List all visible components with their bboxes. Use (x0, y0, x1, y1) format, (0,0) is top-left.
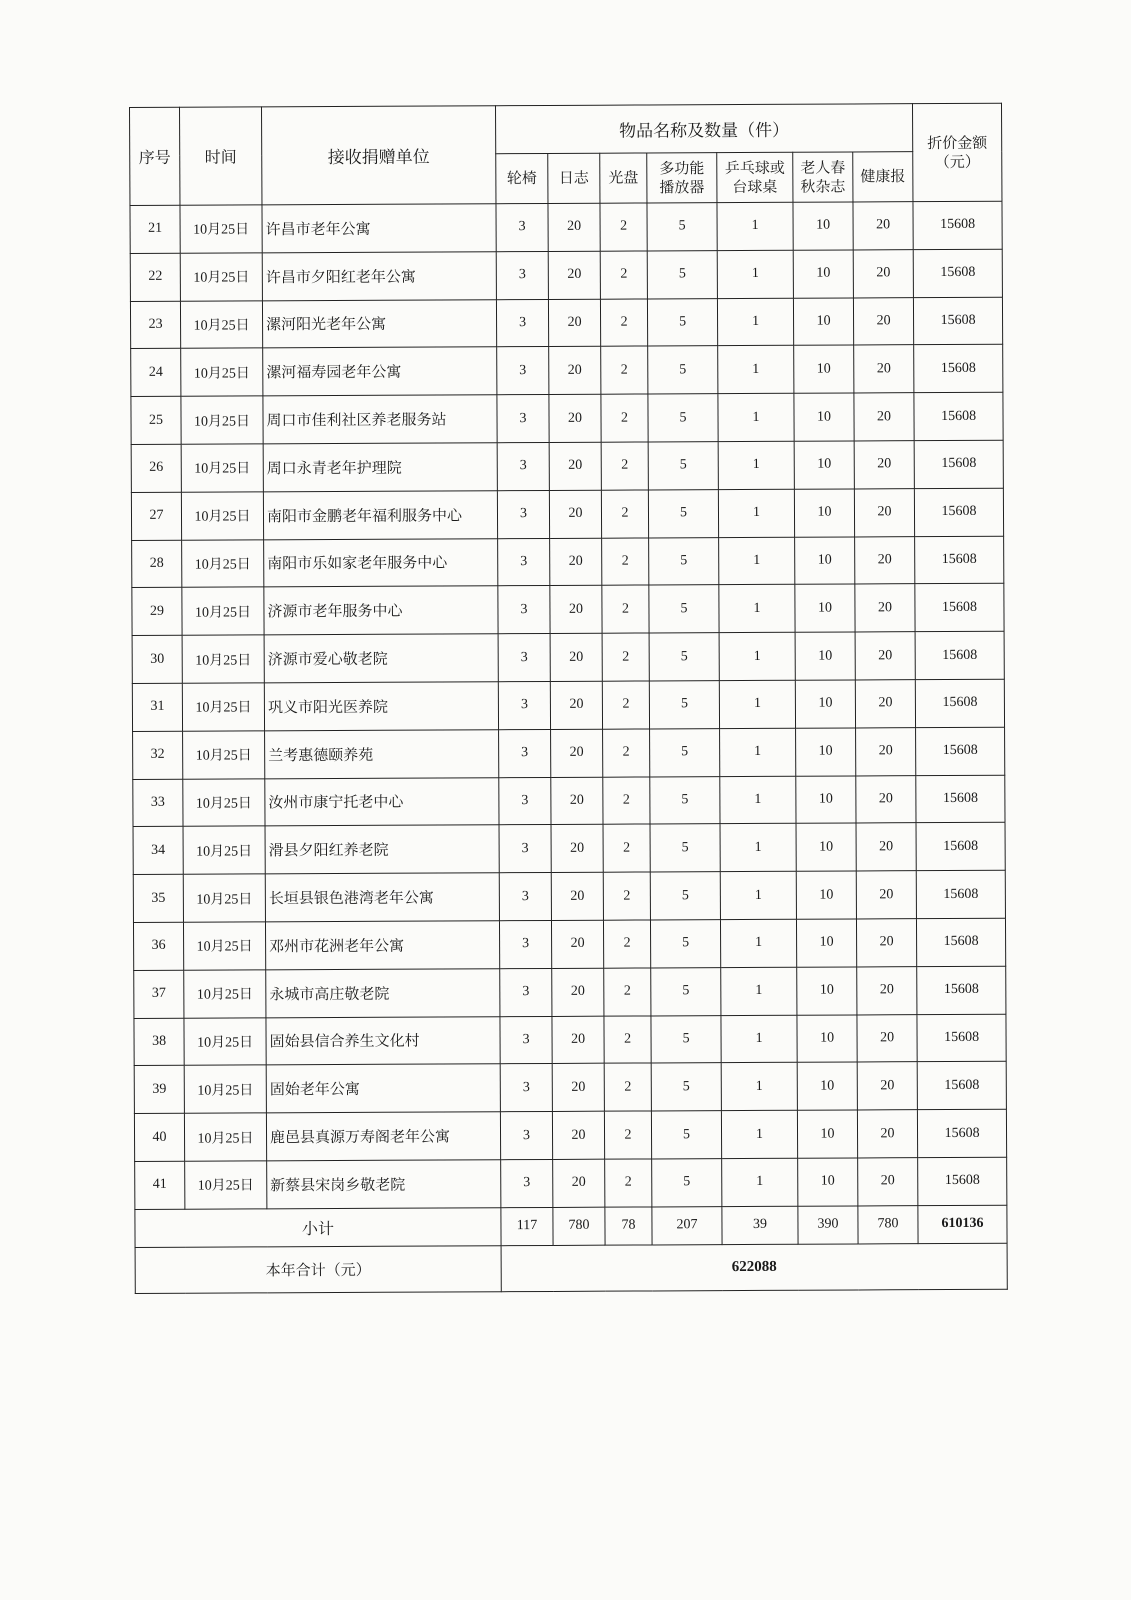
row-date: 10月25日 (181, 492, 263, 540)
row-diary: 20 (548, 299, 600, 347)
row-wheelchair: 3 (500, 1112, 552, 1160)
row-magazine: 10 (793, 250, 853, 298)
row-diary: 20 (550, 633, 602, 681)
row-diary: 20 (549, 442, 601, 490)
row-diary: 20 (549, 394, 601, 442)
row-magazine: 10 (797, 967, 857, 1015)
row-unit: 南阳市金鹏老年福利服务中心 (263, 490, 497, 539)
row-diary: 20 (551, 920, 603, 968)
row-index: 36 (133, 922, 183, 970)
row-wheelchair: 3 (500, 968, 552, 1016)
row-newspaper: 20 (857, 1014, 917, 1062)
row-table: 1 (717, 202, 793, 250)
row-newspaper: 20 (853, 297, 913, 345)
row-newspaper: 20 (856, 727, 916, 775)
row-index: 23 (130, 301, 180, 349)
header-newspaper: 健康报 (853, 152, 913, 202)
subtotal-label: 小计 (135, 1207, 501, 1247)
table-row (132, 584, 1004, 636)
row-newspaper: 20 (856, 823, 916, 871)
row-date: 10月25日 (180, 205, 262, 253)
row-newspaper: 20 (856, 919, 916, 967)
row-date: 10月25日 (183, 778, 265, 826)
row-value: 15608 (914, 392, 1003, 440)
row-player: 5 (650, 824, 720, 872)
row-wheelchair: 3 (498, 586, 550, 634)
row-table: 1 (719, 632, 795, 680)
header-magazine: 老人春秋杂志 (793, 152, 853, 202)
row-magazine: 10 (795, 680, 855, 728)
row-wheelchair: 3 (499, 729, 551, 777)
header-value: 折价金额（元） (913, 103, 1002, 201)
row-disc: 2 (601, 394, 648, 442)
row-wheelchair: 3 (497, 442, 549, 490)
row-date: 10月25日 (181, 348, 263, 396)
row-diary: 20 (550, 586, 602, 634)
row-index: 27 (131, 492, 181, 540)
row-index: 26 (131, 444, 181, 492)
row-diary: 20 (552, 1064, 604, 1112)
row-newspaper: 20 (855, 680, 915, 728)
row-table: 1 (720, 871, 796, 919)
row-player: 5 (649, 633, 719, 681)
subtotal-disc: 78 (605, 1207, 652, 1245)
row-magazine: 10 (794, 393, 854, 441)
row-diary: 20 (548, 251, 600, 299)
table-row (131, 440, 1003, 492)
row-date: 10月25日 (183, 731, 265, 779)
row-table: 1 (719, 680, 795, 728)
subtotal-row (135, 1205, 1007, 1247)
row-unit: 滑县夕阳红养老院 (265, 825, 499, 874)
row-disc: 2 (602, 585, 649, 633)
row-player: 5 (648, 346, 718, 394)
row-newspaper: 20 (853, 202, 913, 250)
row-wheelchair: 3 (501, 1159, 553, 1207)
row-index: 25 (131, 396, 181, 444)
row-wheelchair: 3 (499, 825, 551, 873)
row-disc: 2 (603, 729, 650, 777)
row-table: 1 (718, 441, 794, 489)
row-wheelchair: 3 (496, 299, 548, 347)
table-header (130, 103, 1003, 205)
row-index: 29 (132, 588, 182, 636)
row-table: 1 (719, 585, 795, 633)
row-magazine: 10 (797, 1015, 857, 1063)
row-magazine: 10 (796, 871, 856, 919)
table-row (135, 1157, 1007, 1209)
row-table: 1 (718, 393, 794, 441)
row-diary: 20 (549, 347, 601, 395)
row-player: 5 (648, 394, 718, 442)
row-value: 15608 (913, 201, 1002, 249)
row-newspaper: 20 (855, 632, 915, 680)
row-table: 1 (720, 728, 796, 776)
row-newspaper: 20 (854, 488, 914, 536)
row-diary: 20 (548, 203, 600, 251)
row-table: 1 (719, 537, 795, 585)
row-disc: 2 (602, 681, 649, 729)
row-newspaper: 20 (856, 775, 916, 823)
row-unit: 南阳市乐如家老年服务中心 (264, 538, 498, 587)
row-value: 15608 (913, 249, 1002, 297)
row-wheelchair: 3 (499, 873, 551, 921)
row-player: 5 (651, 1111, 721, 1159)
table-row (134, 1014, 1006, 1066)
row-unit: 固始县信合养生文化村 (266, 1016, 500, 1065)
row-magazine: 10 (794, 441, 854, 489)
row-player: 5 (649, 585, 719, 633)
row-index: 32 (133, 731, 183, 779)
row-index: 30 (132, 635, 182, 683)
row-magazine: 10 (797, 1110, 857, 1158)
row-value: 15608 (917, 966, 1006, 1014)
row-date: 10月25日 (183, 826, 265, 874)
row-disc: 2 (603, 872, 650, 920)
row-unit: 周口永青老年护理院 (263, 443, 497, 492)
row-index: 40 (134, 1113, 184, 1161)
table-row (131, 488, 1003, 540)
table-row (130, 297, 1002, 349)
row-newspaper: 20 (854, 345, 914, 393)
row-player: 5 (650, 728, 720, 776)
row-date: 10月25日 (182, 587, 264, 635)
header-index: 序号 (130, 107, 180, 205)
row-player: 5 (649, 681, 719, 729)
row-unit: 许昌市老年公寓 (262, 204, 496, 253)
row-date: 10月25日 (182, 635, 264, 683)
row-table: 1 (722, 1158, 798, 1206)
row-magazine: 10 (794, 345, 854, 393)
row-magazine: 10 (794, 489, 854, 537)
row-magazine: 10 (796, 823, 856, 871)
subtotal-newspaper: 780 (858, 1205, 918, 1243)
row-player: 5 (651, 1015, 721, 1063)
table-row (130, 249, 1002, 301)
row-unit: 长垣县银色港湾老年公寓 (265, 873, 499, 922)
row-player: 5 (651, 967, 721, 1015)
donation-table (129, 103, 1008, 1294)
row-player: 5 (649, 537, 719, 585)
row-player: 5 (648, 489, 718, 537)
header-disc: 光盘 (600, 153, 647, 203)
row-diary: 20 (551, 729, 603, 777)
row-value: 15608 (916, 823, 1005, 871)
row-player: 5 (647, 250, 717, 298)
row-unit: 巩义市阳光医养院 (264, 682, 498, 731)
row-disc: 2 (603, 777, 650, 825)
row-index: 37 (134, 970, 184, 1018)
row-wheelchair: 3 (496, 203, 548, 251)
row-diary: 20 (552, 1111, 604, 1159)
row-wheelchair: 3 (497, 347, 549, 395)
row-table: 1 (718, 346, 794, 394)
table-row (132, 679, 1004, 731)
row-unit: 周口市佳利社区养老服务站 (263, 395, 497, 444)
row-unit: 汝州市康宁托老中心 (265, 777, 499, 826)
row-wheelchair: 3 (500, 1016, 552, 1064)
row-value: 15608 (913, 297, 1002, 345)
row-date: 10月25日 (183, 922, 265, 970)
row-index: 28 (132, 540, 182, 588)
subtotal-value: 610136 (918, 1205, 1007, 1243)
row-diary: 20 (550, 538, 602, 586)
row-table: 1 (720, 919, 796, 967)
row-table: 1 (721, 1063, 797, 1111)
row-magazine: 10 (796, 776, 856, 824)
header-unit: 接收捐赠单位 (262, 106, 496, 205)
table-row (133, 918, 1005, 970)
table-row (132, 631, 1004, 683)
row-date: 10月25日 (181, 396, 263, 444)
row-date: 10月25日 (184, 970, 266, 1018)
row-newspaper: 20 (857, 966, 917, 1014)
row-disc: 2 (604, 1063, 651, 1111)
table-row (134, 1062, 1006, 1114)
header-table: 乒乓球或台球桌 (717, 152, 793, 202)
row-diary: 20 (552, 1016, 604, 1064)
row-date: 10月25日 (183, 874, 265, 922)
row-value: 15608 (915, 584, 1004, 632)
row-table: 1 (721, 1110, 797, 1158)
row-index: 21 (130, 205, 180, 253)
subtotal-player: 207 (652, 1206, 722, 1244)
row-unit: 济源市老年服务中心 (264, 586, 498, 635)
row-unit: 济源市爱心敬老院 (264, 634, 498, 683)
row-disc: 2 (602, 633, 649, 681)
row-newspaper: 20 (855, 584, 915, 632)
row-value: 15608 (917, 918, 1006, 966)
row-disc: 2 (602, 538, 649, 586)
row-table: 1 (720, 824, 796, 872)
row-value: 15608 (916, 775, 1005, 823)
row-newspaper: 20 (857, 1062, 917, 1110)
row-unit: 兰考惠德颐养苑 (265, 729, 499, 778)
row-unit: 固始老年公寓 (266, 1064, 500, 1113)
row-wheelchair: 3 (497, 490, 549, 538)
row-value: 15608 (916, 727, 1005, 775)
row-date: 10月25日 (184, 1017, 266, 1065)
table-row (130, 201, 1002, 253)
row-table: 1 (718, 489, 794, 537)
row-value: 15608 (918, 1157, 1007, 1205)
row-disc: 2 (605, 1159, 652, 1207)
table-body (130, 201, 1007, 1209)
row-table: 1 (717, 298, 793, 346)
subtotal-wheelchair: 117 (501, 1207, 553, 1245)
row-newspaper: 20 (858, 1158, 918, 1206)
header-items-group: 物品名称及数量（件） (495, 104, 912, 154)
row-index: 39 (134, 1066, 184, 1114)
row-unit: 许昌市夕阳红老年公寓 (262, 252, 496, 301)
row-magazine: 10 (795, 537, 855, 585)
row-disc: 2 (600, 203, 647, 251)
row-date: 10月25日 (180, 300, 262, 348)
row-magazine: 10 (793, 298, 853, 346)
table-row (134, 1109, 1006, 1161)
row-value: 15608 (917, 1109, 1006, 1157)
row-disc: 2 (604, 968, 651, 1016)
row-wheelchair: 3 (498, 634, 550, 682)
row-wheelchair: 3 (499, 920, 551, 968)
row-player: 5 (648, 442, 718, 490)
row-unit: 漯河福寿园老年公寓 (263, 347, 497, 396)
row-index: 38 (134, 1018, 184, 1066)
row-magazine: 10 (796, 919, 856, 967)
table-row (131, 345, 1003, 397)
subtotal-diary: 780 (553, 1207, 605, 1245)
row-diary: 20 (552, 968, 604, 1016)
row-newspaper: 20 (856, 871, 916, 919)
row-magazine: 10 (797, 1062, 857, 1110)
row-wheelchair: 3 (498, 681, 550, 729)
subtotal-table: 39 (722, 1206, 798, 1244)
header-date: 时间 (180, 107, 262, 205)
row-index: 22 (130, 253, 180, 301)
row-table: 1 (720, 776, 796, 824)
row-wheelchair: 3 (499, 777, 551, 825)
total-row (135, 1243, 1007, 1293)
row-disc: 2 (601, 490, 648, 538)
subtotal-magazine: 390 (798, 1206, 858, 1244)
row-value: 15608 (917, 1014, 1006, 1062)
row-newspaper: 20 (857, 1110, 917, 1158)
row-date: 10月25日 (182, 539, 264, 587)
table-row (133, 870, 1005, 922)
row-index: 31 (132, 683, 182, 731)
row-disc: 2 (600, 251, 647, 299)
row-player: 5 (650, 872, 720, 920)
row-date: 10月25日 (181, 444, 263, 492)
row-date: 10月25日 (184, 1065, 266, 1113)
row-disc: 2 (603, 824, 650, 872)
row-index: 33 (133, 779, 183, 827)
row-value: 15608 (914, 345, 1003, 393)
table-footer (135, 1205, 1007, 1293)
table-row (134, 966, 1006, 1018)
row-index: 35 (133, 874, 183, 922)
header-player: 多功能播放器 (647, 153, 717, 203)
row-disc: 2 (600, 299, 647, 347)
row-unit: 新蔡县宋岗乡敬老院 (267, 1160, 501, 1209)
row-index: 24 (131, 349, 181, 397)
table-row (133, 775, 1005, 827)
row-unit: 邓州市花洲老年公寓 (265, 921, 499, 970)
row-unit: 漯河阳光老年公寓 (262, 299, 496, 348)
table-row (131, 392, 1003, 444)
row-diary: 20 (550, 681, 602, 729)
row-magazine: 10 (795, 632, 855, 680)
row-index: 34 (133, 827, 183, 875)
header-wheelchair: 轮椅 (496, 153, 548, 203)
row-table: 1 (721, 967, 797, 1015)
row-player: 5 (650, 920, 720, 968)
row-player: 5 (650, 776, 720, 824)
row-unit: 鹿邑县真源万寿阁老年公寓 (266, 1112, 500, 1161)
row-magazine: 10 (793, 202, 853, 250)
row-wheelchair: 3 (497, 395, 549, 443)
row-magazine: 10 (796, 728, 856, 776)
row-date: 10月25日 (185, 1161, 267, 1209)
row-disc: 2 (603, 920, 650, 968)
row-diary: 20 (549, 490, 601, 538)
row-disc: 2 (601, 442, 648, 490)
row-value: 15608 (916, 870, 1005, 918)
row-newspaper: 20 (854, 393, 914, 441)
table-row (132, 536, 1004, 588)
row-player: 5 (651, 1063, 721, 1111)
row-disc: 2 (604, 1111, 651, 1159)
total-label: 本年合计（元） (135, 1245, 501, 1293)
row-disc: 2 (604, 1016, 651, 1064)
row-diary: 20 (551, 872, 603, 920)
row-table: 1 (721, 1015, 797, 1063)
row-index: 41 (135, 1161, 185, 1209)
row-newspaper: 20 (854, 441, 914, 489)
row-newspaper: 20 (855, 536, 915, 584)
row-newspaper: 20 (853, 249, 913, 297)
total-value: 622088 (501, 1243, 1007, 1291)
row-wheelchair: 3 (500, 1064, 552, 1112)
row-player: 5 (647, 298, 717, 346)
row-magazine: 10 (795, 584, 855, 632)
row-diary: 20 (553, 1159, 605, 1207)
row-unit: 永城市高庄敬老院 (266, 968, 500, 1017)
table-row (133, 727, 1005, 779)
row-wheelchair: 3 (496, 251, 548, 299)
row-value: 15608 (915, 536, 1004, 584)
row-date: 10月25日 (180, 253, 262, 301)
table-row (133, 823, 1005, 875)
row-value: 15608 (915, 631, 1004, 679)
row-table: 1 (717, 250, 793, 298)
row-player: 5 (652, 1159, 722, 1207)
row-date: 10月25日 (184, 1113, 266, 1161)
row-disc: 2 (601, 346, 648, 394)
row-value: 15608 (917, 1062, 1006, 1110)
row-player: 5 (647, 203, 717, 251)
row-value: 15608 (915, 679, 1004, 727)
row-date: 10月25日 (182, 683, 264, 731)
row-magazine: 10 (798, 1158, 858, 1206)
row-diary: 20 (551, 777, 603, 825)
row-value: 15608 (914, 488, 1003, 536)
row-wheelchair: 3 (498, 538, 550, 586)
row-diary: 20 (551, 825, 603, 873)
header-diary: 日志 (548, 153, 600, 203)
row-value: 15608 (914, 440, 1003, 488)
